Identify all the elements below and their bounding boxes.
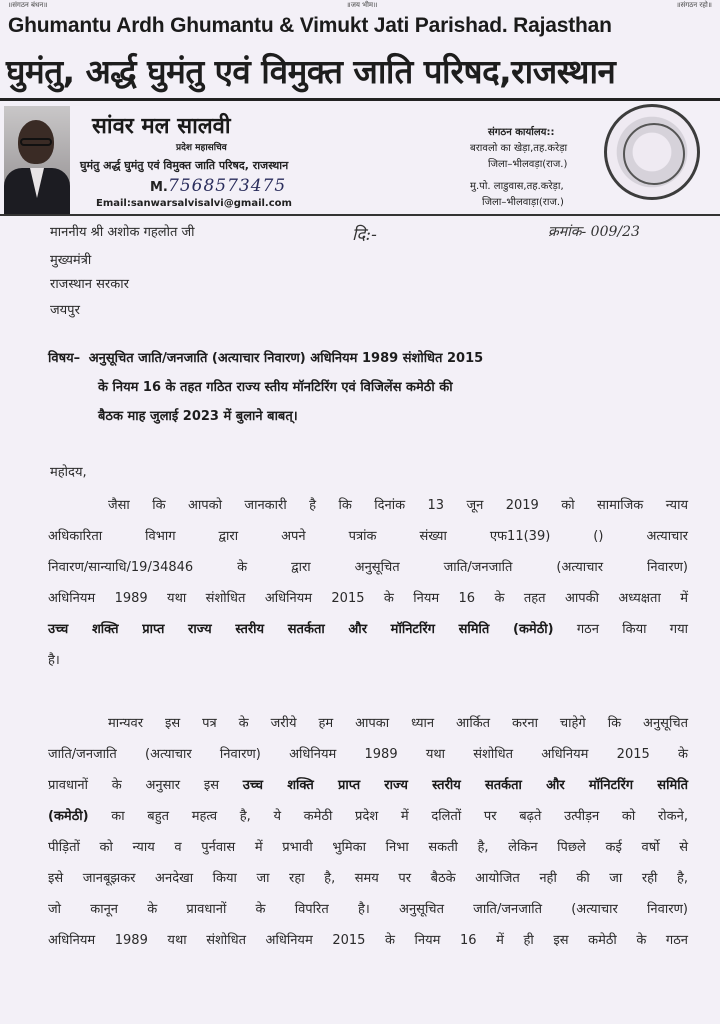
top-strip-left: ॥संगठन बंधन॥ <box>8 1 48 9</box>
paragraph-line-pre: प्रावधानों के अनुसार इस <box>48 778 220 793</box>
subject-block <box>48 344 688 431</box>
organization-seal <box>604 104 700 200</box>
sender-name: सांवर मल सालवी <box>92 114 231 139</box>
portrait-photo <box>4 106 70 214</box>
paragraph-line: इसे जानबूझकर अनदेखा किया जा रहा है, समय पर बैठके आयोजित नही की जा रही है, <box>48 871 688 886</box>
paragraph-line: अधिनियम 1989 यथा संशोधित अधिनियम 2015 के नियम 16 में ही इस कमेठी के गठन <box>48 933 688 948</box>
paragraph-line: अधिकारिता विभाग द्वारा अपने पत्रांक संख्या एफ11(39) () अत्याचार <box>48 529 688 544</box>
header-divider <box>0 98 720 101</box>
letterhead-bottom-divider <box>0 214 720 216</box>
office-address-line: मु.पो. लाडुवास,तह.करेड़ा, <box>470 181 564 192</box>
recipient-line: माननीय श्री अशोक गहलोत जी <box>50 225 195 240</box>
paragraph-line <box>48 770 688 801</box>
sender-organization: घुमंतु अर्द्ध घुमंतु एवं विमुक्त जाति परिषद, राजस्थान <box>80 159 289 172</box>
office-address-line: जिला–भीलवाड़ा(राज.) <box>482 197 564 208</box>
paragraph-line: है। <box>48 653 60 668</box>
recipient-line: राजस्थान सरकार <box>50 277 129 292</box>
top-strip <box>0 0 720 12</box>
office-address-line: जिला–भीलवड़ा(राज.) <box>488 159 568 170</box>
subject-label: विषय– <box>48 351 81 366</box>
mobile-label: M. <box>150 180 168 195</box>
paragraph-line: पीड़ितों को न्याय व पुर्नवास में प्रभावी भुमिका निभा सकती है, लेकिन पिछले कई वर्षो से <box>48 840 688 855</box>
paragraph-2 <box>48 708 688 956</box>
sender-email: Email:sanwarsalvisalvi@gmail.com <box>96 198 292 209</box>
paragraph-line: जाति/जनजाति (अत्याचार निवारण) अधिनियम 1989 यथा संशोधित अधिनियम 2015 के <box>48 747 688 762</box>
paragraph-line-rest: का बहुत महत्व है, ये कमेठी प्रदेश में दलितों पर बढ़ते उत्पीड़न को रोकने, <box>111 809 688 824</box>
top-strip-right: ॥संगठन रहो॥ <box>676 1 712 9</box>
committee-abbrev-bold: (कमेठी) <box>48 809 89 824</box>
paragraph-1 <box>48 490 688 676</box>
subject-line: बैठक माह जुलाई 2023 में बुलाने बाबत्। <box>98 409 298 424</box>
mobile-number: 7568573475 <box>168 176 287 196</box>
paragraph-line: अधिनियम 1989 यथा संशोधित अधिनियम 2015 के नियम 16 के तहत आपकी अध्यक्षता में <box>48 591 688 606</box>
paragraph-line <box>48 801 688 832</box>
subject-line: अनुसूचित जाति/जनजाति (अत्याचार निवारण) अधिनियम 1989 संशोधित 2015 <box>88 351 484 366</box>
committee-name-bold: उच्च शक्ति प्राप्त राज्य स्तरीय सतर्कता और मॉनिटरिंग समिति (कमेठी) <box>48 622 554 637</box>
paragraph-line: जैसा कि आपको जानकारी है कि दिनांक 13 जून 2019 को सामाजिक न्याय <box>108 498 688 513</box>
recipient-line: मुख्यमंत्री <box>50 253 92 268</box>
office-address-line: बरावलो का खेड़ा,तह.करेड़ा <box>470 143 568 154</box>
paragraph-line: मान्यवर इस पत्र के जरीये हम आपका ध्यान आर्कित करना चाहेगे कि अनुसूचित <box>108 716 688 731</box>
handwritten-date: दि:- <box>352 225 377 245</box>
sender-designation: प्रदेश महासचिव <box>176 143 227 153</box>
salutation: महोदय, <box>50 465 87 480</box>
english-letterhead-title: Ghumantu Ardh Ghumantu & Vimukt Jati Parishad. Rajasthan <box>8 14 612 37</box>
handwritten-reference: क्रमांक- 009/23 <box>548 224 640 240</box>
paragraph-line <box>48 614 688 645</box>
office-heading: संगठन कार्यालय:: <box>488 127 555 138</box>
subject-line: के नियम 16 के तहत गठित राज्य स्तीय मॉनटिरिंग एवं विजिलेंस कमेठी की <box>98 380 453 395</box>
hindi-letterhead-title: घुमंतु, अर्द्ध घुमंतु एवं विमुक्त जाति परिषद,राजस्थान <box>6 52 616 91</box>
paragraph-line: जो कानून के प्रावधानों के विपरित है। अनुसूचित जाति/जनजाति (अत्याचार निवारण) <box>48 902 688 917</box>
committee-name-bold: उच्च शक्ति प्राप्त राज्य स्तरीय सतर्कता और मॉनिटरिंग समिति <box>242 778 688 793</box>
top-strip-center: ॥जय भीम॥ <box>346 1 378 9</box>
paragraph-line: निवारण/सान्याधि/19/34846 के द्वारा अनुसूचित जाति/जनजाति (अत्याचार निवारण) <box>48 560 688 575</box>
recipient-line: जयपुर <box>50 303 80 318</box>
paragraph-line-tail: गठन किया गया <box>576 622 688 637</box>
